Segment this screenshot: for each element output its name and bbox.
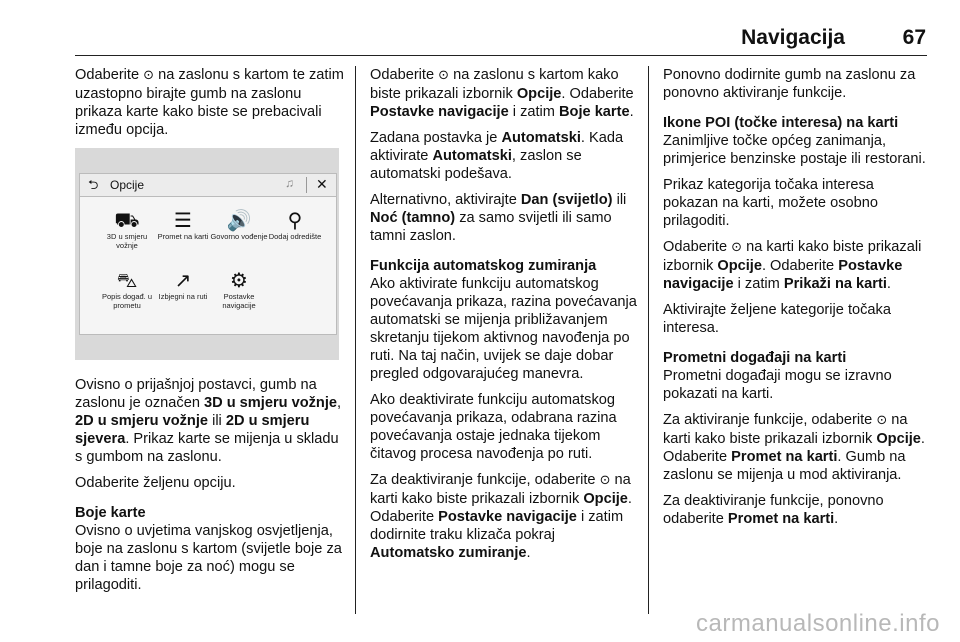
paragraph: Ponovno dodirnite gumb na zaslonu za ponovno aktiviranje funkcije.: [663, 67, 916, 101]
column-1: [75, 66, 345, 147]
page-header: [0, 0, 960, 52]
back-arrow-icon[interactable]: ⮌: [88, 177, 99, 192]
tile-traffic-on-map[interactable]: ☰ Promet na karti: [153, 210, 213, 241]
options-topbar: [80, 174, 336, 197]
column-divider: [648, 66, 649, 614]
column-2: [370, 66, 638, 570]
section-title: Navigacija: [741, 26, 845, 49]
paragraph: Odaberite ⊙ na zaslonu s kartom te zatim uzastopno birajte gumb na zaslonu prikaza karte kako biste se prebacivali između opcija.: [75, 67, 344, 138]
heading-poi-icons: Ikone POI (točke interesa) na karti: [663, 115, 899, 131]
column-3: [663, 66, 933, 536]
paragraph: Za deaktiviranje funkcije, ponovno odaberite Promet na karti.: [663, 493, 884, 527]
close-icon[interactable]: ✕: [316, 176, 328, 192]
column-1-lower: [75, 376, 345, 602]
watermark: carmanualsonline.info: [696, 610, 940, 637]
tile-avoid-route[interactable]: ↗ Izbjegni na ruti: [153, 270, 213, 301]
traffic-light-icon: ☰: [174, 210, 192, 232]
car-3d-icon: ⛟: [114, 210, 140, 232]
speaker-icon: 🔊: [226, 210, 252, 232]
paragraph: Ako deaktivirate funkciju automatskog povećavanja prikaza, odabrana razina povećavanja ostaje jednaka tijekom čitavog procesa navođenja po ruti.: [370, 392, 617, 462]
options-screenshot: [75, 148, 339, 360]
paragraph: Odaberite ⊙ na karti kako biste prikazali izbornik Opcije. Odaberite Postavke navigacije i zatim Prikaži na karti.: [663, 239, 922, 292]
paragraph: Aktivirajte željene kategorije točaka interesa.: [663, 302, 891, 336]
paragraph: Za aktiviranje funkcije, odaberite ⊙ na karti kako biste prikazali izbornik Opcije. Odaberite Promet na karti. Gumb na zaslonu se mijenja u mod aktiviranja.: [663, 412, 925, 483]
avoid-route-icon: ↗: [174, 270, 192, 292]
paragraph: Ovisno o prijašnjoj postavci, gumb na zaslonu je označen 3D u smjeru vožnje, 2D u smjeru vožnje ili 2D u smjeru sjevera. Prikaz karte se mijenja u skladu s gumbom na zaslonu.: [75, 377, 342, 465]
paragraph: Ako aktivirate funkciju automatskog povećavanja prikaza, razina povećavanja automatski se mijenja približavanjem skretanju tijekom aktivnog navođenja po ruti. Na taj način, uvijek se daje dobar pregled odgovarajućeg manevra.: [370, 276, 637, 382]
paragraph: Zanimljive točke općeg zanimanja, primjerice benzinske postaje ili restorani.: [663, 133, 926, 167]
paragraph: Odaberite ⊙ na zaslonu s kartom kako biste prikazali izbornik Opcije. Odaberite Postavke navigacije i zatim Boje karte.: [370, 67, 634, 120]
options-dial-icon: ⊙: [731, 240, 743, 255]
paragraph: Alternativno, aktivirajte Dan (svijetlo) ili Noć (tamno) za samo svijetli ili samo tamni zaslon.: [370, 192, 627, 244]
add-destination-icon: ⚲: [287, 210, 303, 232]
music-note-icon[interactable]: ♫: [285, 176, 294, 190]
tile-traffic-events[interactable]: ⛍ Popis događ. u prometu: [97, 270, 157, 310]
heading-traffic-events: Prometni događaji na karti: [663, 350, 847, 366]
tile-add-destination[interactable]: ⚲ Dodaj odredište: [265, 210, 325, 241]
options-dial-icon: ⊙: [876, 413, 888, 428]
paragraph: Prikaz kategorija točaka interesa pokazan na karti, možete osobno prilagoditi.: [663, 177, 878, 229]
topbar-divider: [306, 177, 307, 193]
tile-voice-guidance[interactable]: 🔊 Govorno vođenje: [210, 210, 268, 241]
traffic-event-icon: ⛍: [116, 270, 138, 292]
page-number: 67: [902, 26, 926, 49]
paragraph: Odaberite željenu opciju.: [75, 475, 236, 491]
options-dial-icon: ⊙: [143, 68, 155, 83]
options-title: Opcije: [110, 178, 145, 192]
paragraph: Ovisno o uvjetima vanjskog osvjetljenja, boje na zaslonu s kartom (svijetle boje za dan i tamne boje za noć) mogu se prilagoditi.: [75, 523, 342, 593]
options-dial-icon: ⊙: [599, 473, 611, 488]
paragraph: Za deaktiviranje funkcije, odaberite ⊙ na karti kako biste prikazali izbornik Opcije. Odaberite Postavke navigacije i zatim dodirnite traku klizača pokraj Automatsko zumiranje.: [370, 472, 632, 561]
heading-auto-zoom: Funkcija automatskog zumiranja: [370, 258, 597, 274]
settings-gear-icon: ⚙: [230, 270, 248, 292]
heading-map-colors: Boje karte: [75, 505, 146, 521]
tile-3d-heading[interactable]: ⛟ 3D u smjeru vožnje: [97, 210, 157, 250]
column-divider: [355, 66, 356, 614]
tile-navigation-settings[interactable]: ⚙ Postavke navigacije: [209, 270, 269, 310]
paragraph: Prometni događaji mogu se izravno pokazati na karti.: [663, 368, 892, 402]
paragraph: Zadana postavka je Automatski. Kada aktivirate Automatski, zaslon se automatski podešava.: [370, 130, 624, 182]
header-rule: [75, 55, 927, 56]
options-screen: [79, 173, 337, 335]
options-dial-icon: ⊙: [438, 68, 450, 83]
